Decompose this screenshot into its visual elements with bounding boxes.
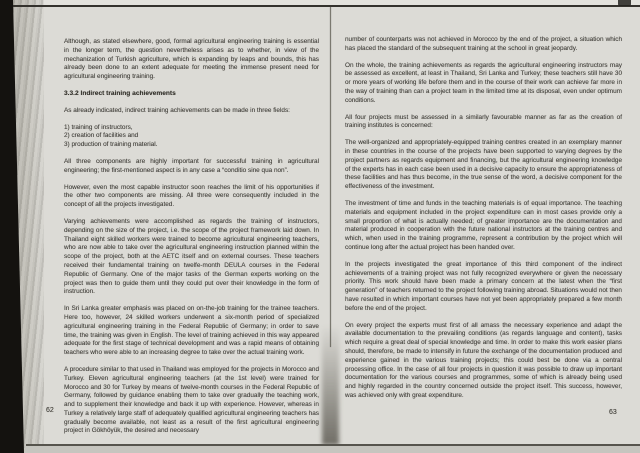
section-heading: 3.3.2 Indirect training achievements — [64, 89, 176, 97]
paragraph: The investment of time and funds in the teaching materials is of equal importance. The teaching materials and equipment included in the project expenditure can in most cases provide only a small proportion of what is actually needed; of greater importance are the documentation and material produced in cooperation with the future national instructors at the training centres and which, when used in the training programme, represent a contribution by the project which will continue long after the actual project has been handed over. — [345, 199, 622, 251]
paragraph: As already indicated, indirect training achievements can be made in three fields: — [64, 106, 290, 114]
scan-corner-mark — [618, 0, 631, 6]
paragraph: All three components are highly important for successful training in agricultural engineering; the first-mentioned aspect is in any case a “conditio sine qua non”. — [64, 157, 319, 174]
paragraph: However, even the most capable instructor soon reaches the limit of his opportunities if the other two components are missing. All three were consequently included in the concept of all the projects investigated. — [64, 183, 319, 209]
page-gutter-line — [330, 7, 331, 347]
paragraph: In the projects investigated the great importance of this third component of the indirect achievements of a training project was not fully recognized everywhere or given the necessary priority. This work should have been made a primary concern at the latest when the “first generation” of teachers returned to the project following training abroad. Situations would not then have resulted in which important courses have not yet been appropriately prepared a few month before the end of the project. — [345, 260, 622, 312]
paragraph: A procedure similar to that used in Thailand was employed for the projects in Morocco and Turkey. Eleven agricultural engineering teachers (at the 1st level) were trained for Morocco and 30 for Turkey by means of twelve-month courses in the Federal Republic of Germany, followed by guidance enabling them to take over gradually the teaching work, and to supplement their knowledge and back it up with experience. However, whereas in Turkey a relatively large staff of adequately qualified agricultural engineering teachers has gradually become available, not least as a result of the first agricultural engineering project in Gökhöyük, the desired and necessary — [64, 365, 319, 435]
paragraph: All four projects must be assessed in a similarly favourable manner as far as the creation of training institutes is concerned: — [345, 113, 622, 130]
list-item: 2) creation of facilities and — [64, 132, 139, 140]
paragraph: On the whole, the training achievements as regards the agricultural engineering instructors may be assessed as excellent, at least in Thailand, Sri Lanka and Turkey; these teachers still have 30 or more years of working life before them and in the course of their work can achieve far more in the way of training than can a project team in the limited time at its disposal, even under optimum conditions. — [345, 61, 622, 104]
list-item: 3) production of training material. — [64, 141, 158, 149]
paragraph: The well-organized and appropriately-equipped training centres created in an exemplary manner in these countries in the course of the projects have been supported to varying degrees by the project partners as regards equipment and financing, but the agricultural engineering knowledge of the experts has in each case been used in a decisive capacity to ensure the appropriateness of these facilities and has thus become, in the true sense of the word, a decisive component for the effectiveness of the investment. — [345, 139, 622, 191]
left-page — [64, 38, 319, 444]
paragraph: number of counterparts was not achieved in Morocco by the end of the project, a situation which has placed the standard of the subsequent training at the school in great jeopardy. — [345, 36, 622, 52]
scan-bottom-margin — [25, 446, 640, 453]
paragraph: Varying achievements were accomplished as regards the training of instructors, depending on the size of the project, i.e. the scope of the project framework laid down. In Thailand eight skilled workers were trained to become agricultural engineering teachers, who are now able to take over the agricultural engineering instruction planned within the scope of the project, both at the AETC itself and on external courses. These teachers received their fundamental training on twelfe-month DEULA courses in the Federal Republic of Germany. One of the major tasks of the German experts working on the project was then to guide them until they could put over their knowledge in the form of instruction. — [64, 217, 319, 296]
paragraph: In Sri Lanka greater emphasis was placed on on-the-job training for the trainee teachers. Here too, however, 24 skilled workers underwent a six-month period of specialized agricultural engineering training in the Federal Republic of Germany; in order to save time, the training was given in English. The level of training achieved in this way appeared adequate for the first stage of technical development and was a rapid means of obtaining teachers who were able to an increasing degree to take over the actual training work. — [64, 305, 319, 357]
paragraph: Although, as stated elsewhere, good, formal agricultural engineering training is essential in the longer term, the question nevertheless arises as to whether, in view of the mechanization of Turkish agriculture, which is expanding by leaps and bounds, this has already been done to an extent adequate for meeting the immense present need for agricultural engineering training. — [64, 38, 319, 81]
numbered-list — [64, 124, 319, 150]
page-gutter-shadow — [322, 325, 339, 445]
page-top-edge-line — [13, 5, 640, 7]
page-number-right: 63 — [609, 409, 617, 416]
right-page — [345, 36, 622, 409]
paragraph: On every project the experts must first of all amass the necessary experience and adapt the available documentation to the prevailing conditions (as regards language and content), tasks which require a great deal of special knowledge and time. In order to make this work easier plans should, therefore, be made to intensify in future the exchange of the documentation produced and experience gained in the various training projects; this could best be done via a central processing office. In the case of all four projects in question it was possible to draw up important documentation for the various courses and programmes, some of which is already being used and highly regarded in the country concerned outside the project itself. This success, however, was achieved only with great expenditure. — [345, 321, 622, 399]
page-number-left: 62 — [46, 407, 54, 414]
list-item: 1) training of instructors, — [64, 123, 133, 131]
